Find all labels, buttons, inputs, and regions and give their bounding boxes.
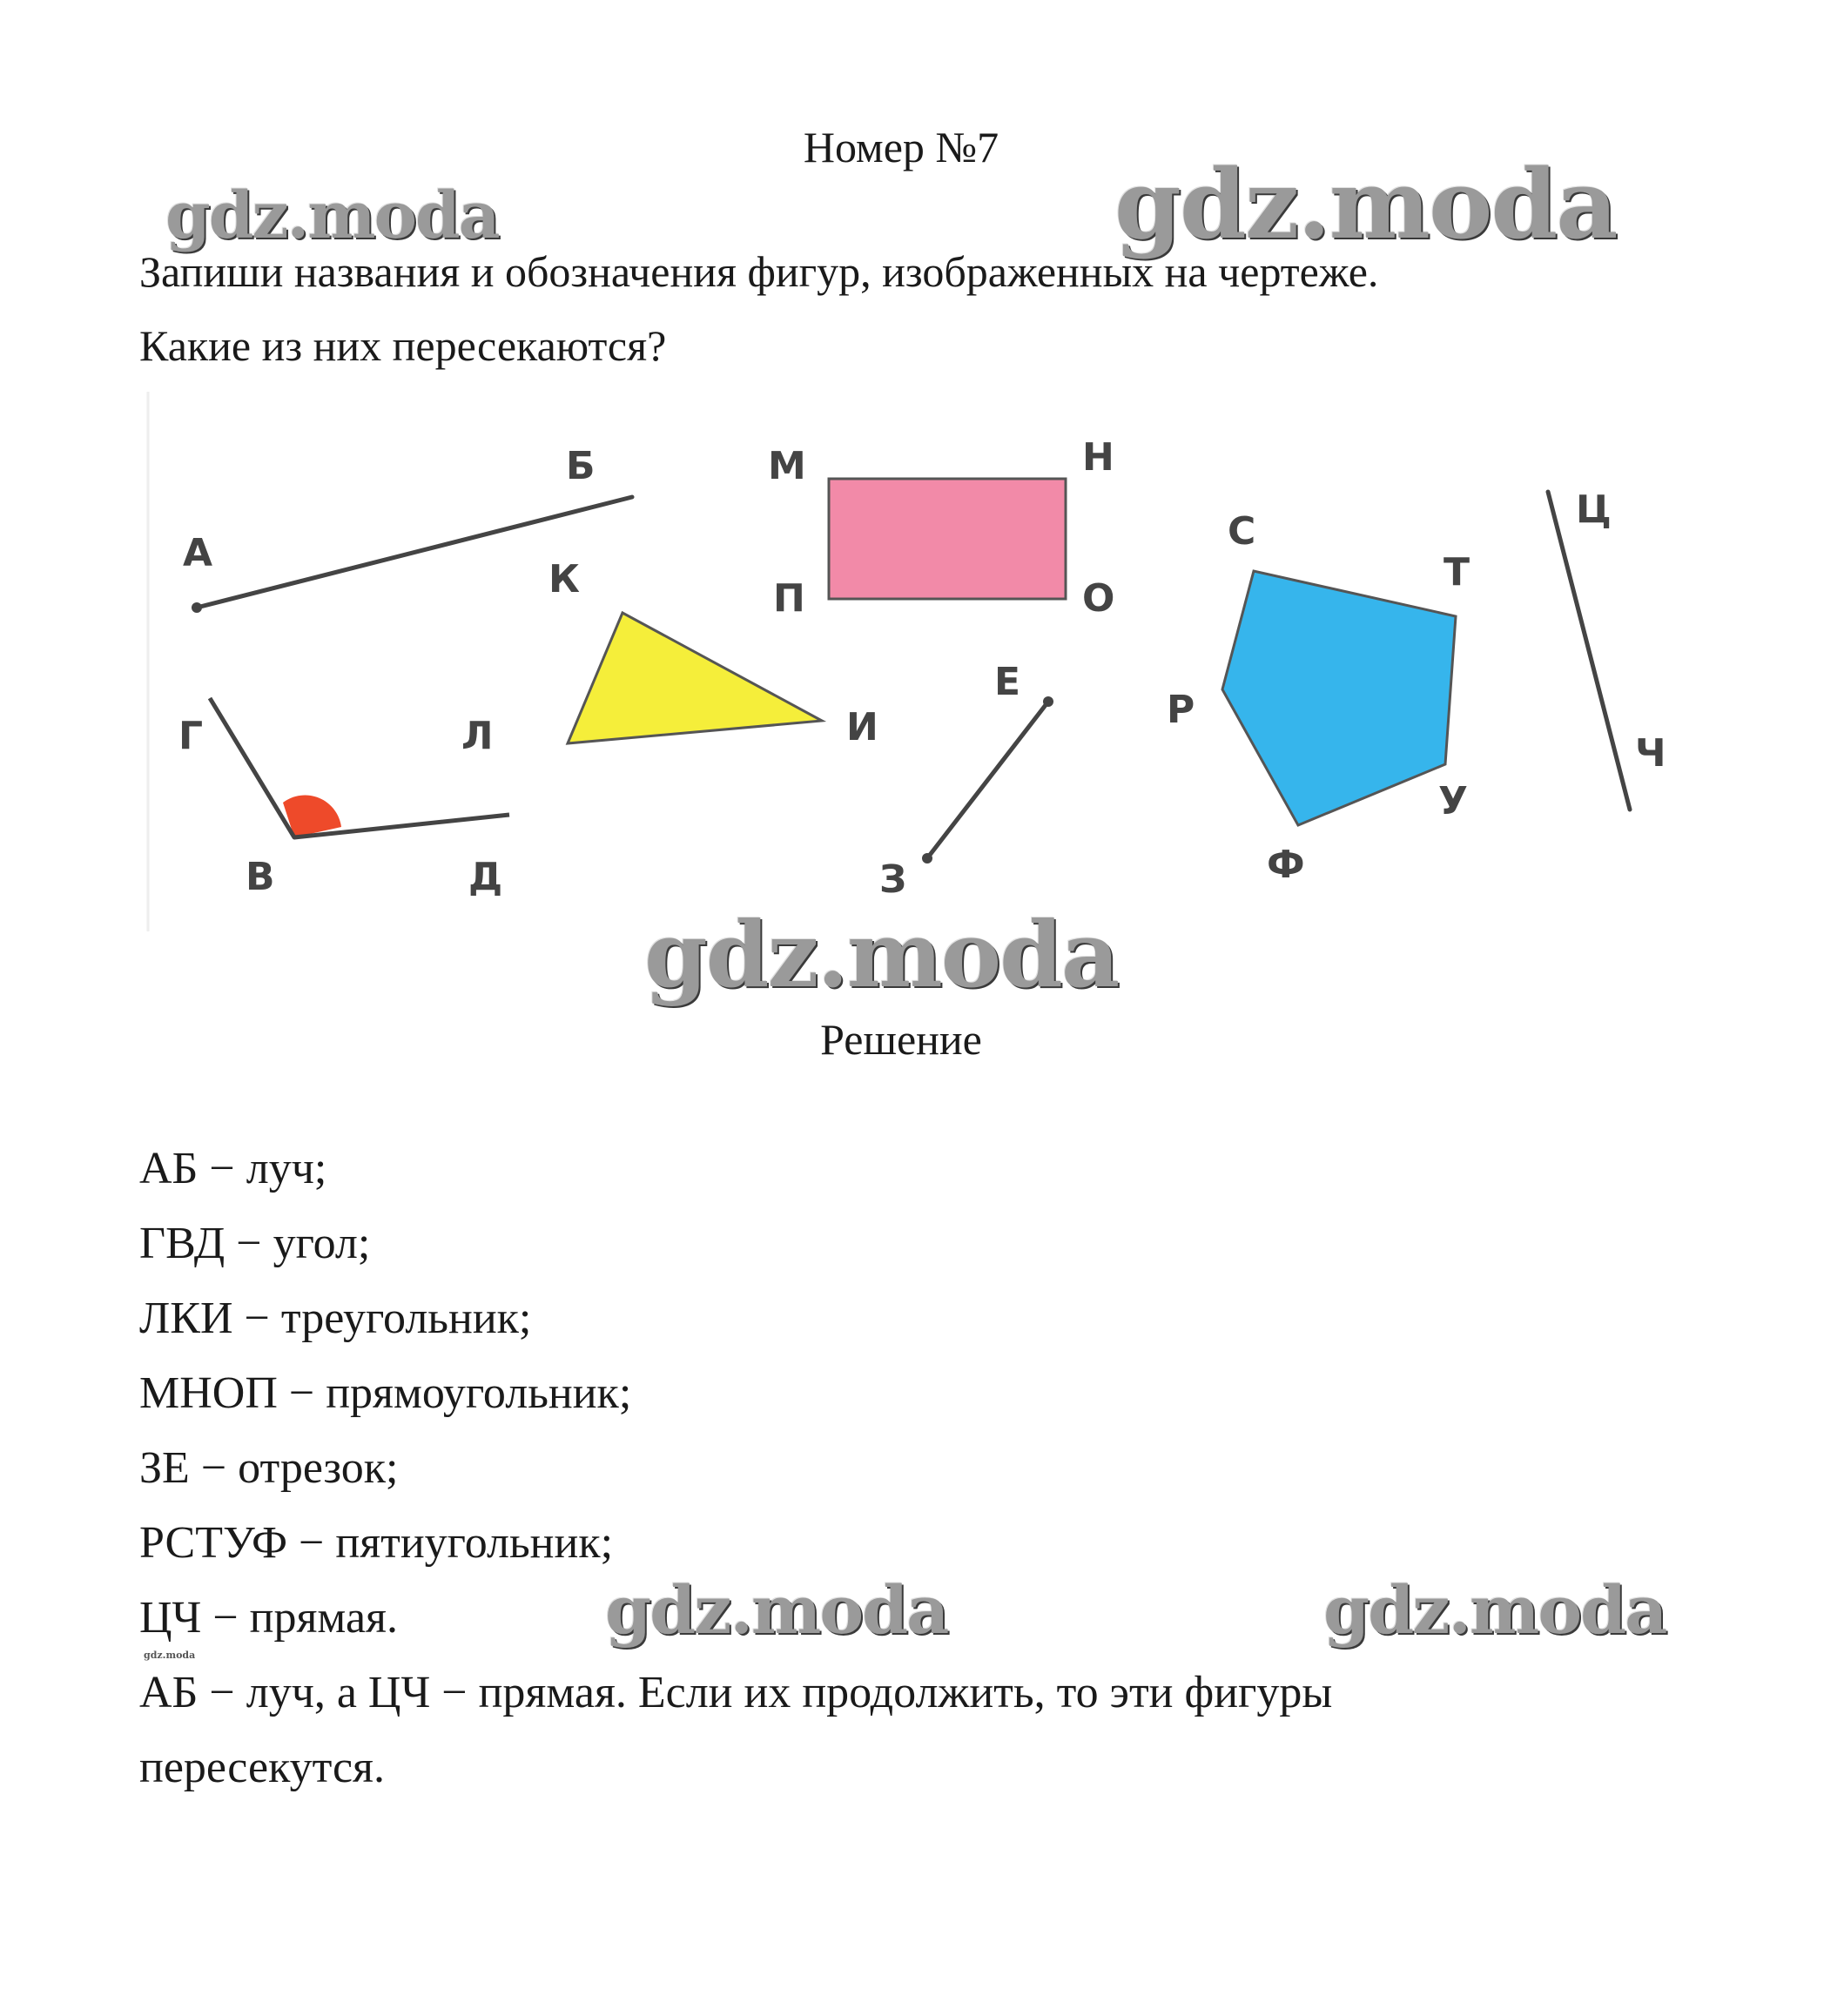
watermark: gdz.moda [605, 1571, 948, 1649]
label-m: М [768, 444, 806, 488]
watermark: gdz.moda [1323, 1571, 1666, 1649]
conclusion-line-1: АБ − луч, а ЦЧ − прямая. Если их продолжить, то эти фигуры [139, 1668, 1333, 1717]
watermark: gdz.moda [165, 178, 499, 253]
geometry-figure [139, 383, 1689, 940]
label-r: Р [1167, 688, 1195, 732]
answer-item: ГВД − угол; [139, 1219, 371, 1268]
pentagon-rstuf [1222, 571, 1456, 825]
label-ch: Ч [1635, 731, 1666, 776]
task-line-1: Запиши названия и обозначения фигур, изображенных на чертеже. [139, 247, 1379, 296]
label-i: И [846, 705, 878, 749]
label-p: П [773, 576, 805, 621]
answer-item: ЛКИ − треугольник; [139, 1294, 532, 1343]
answer-item: МНОП − прямоугольник; [139, 1368, 632, 1418]
label-n: Н [1082, 435, 1114, 480]
label-l: Л [461, 714, 494, 758]
label-g: Г [178, 714, 204, 758]
label-f: Ф [1267, 843, 1305, 887]
rectangle-mnop [829, 479, 1066, 599]
point-e [1043, 696, 1053, 707]
answer-item: ЦЧ − прямая. [139, 1593, 398, 1643]
label-u: У [1438, 779, 1468, 823]
label-t: Т [1444, 550, 1470, 595]
answer-item: РСТУФ − пятиугольник; [139, 1518, 614, 1568]
label-s: С [1228, 509, 1256, 554]
label-z: З [879, 857, 907, 902]
watermark: gdz.moda [644, 901, 1119, 1008]
page-title: Номер №7 [803, 123, 999, 171]
point-a [192, 602, 202, 613]
label-b: Б [566, 444, 596, 488]
label-k: К [548, 557, 580, 601]
label-ts: Ц [1576, 487, 1612, 532]
line-ts-ch [1548, 492, 1630, 810]
watermark: gdz.moda [1114, 148, 1617, 260]
label-d: Д [468, 855, 503, 899]
segment-ze [927, 702, 1048, 858]
task-line-2: Какие из них пересекаются? [139, 321, 667, 370]
point-z [922, 853, 932, 864]
answer-item: ЗЕ − отрезок; [139, 1443, 399, 1493]
solution-title: Решение [820, 1015, 982, 1064]
triangle-lki [568, 613, 822, 743]
answer-item: АБ − луч; [139, 1144, 327, 1193]
label-o: О [1082, 576, 1115, 621]
label-a: А [183, 531, 213, 575]
label-e: Е [994, 660, 1021, 704]
conclusion-line-2: пересекутся. [139, 1743, 385, 1792]
watermark-small: gdz.moda [144, 1650, 196, 1661]
label-v: В [246, 855, 275, 899]
